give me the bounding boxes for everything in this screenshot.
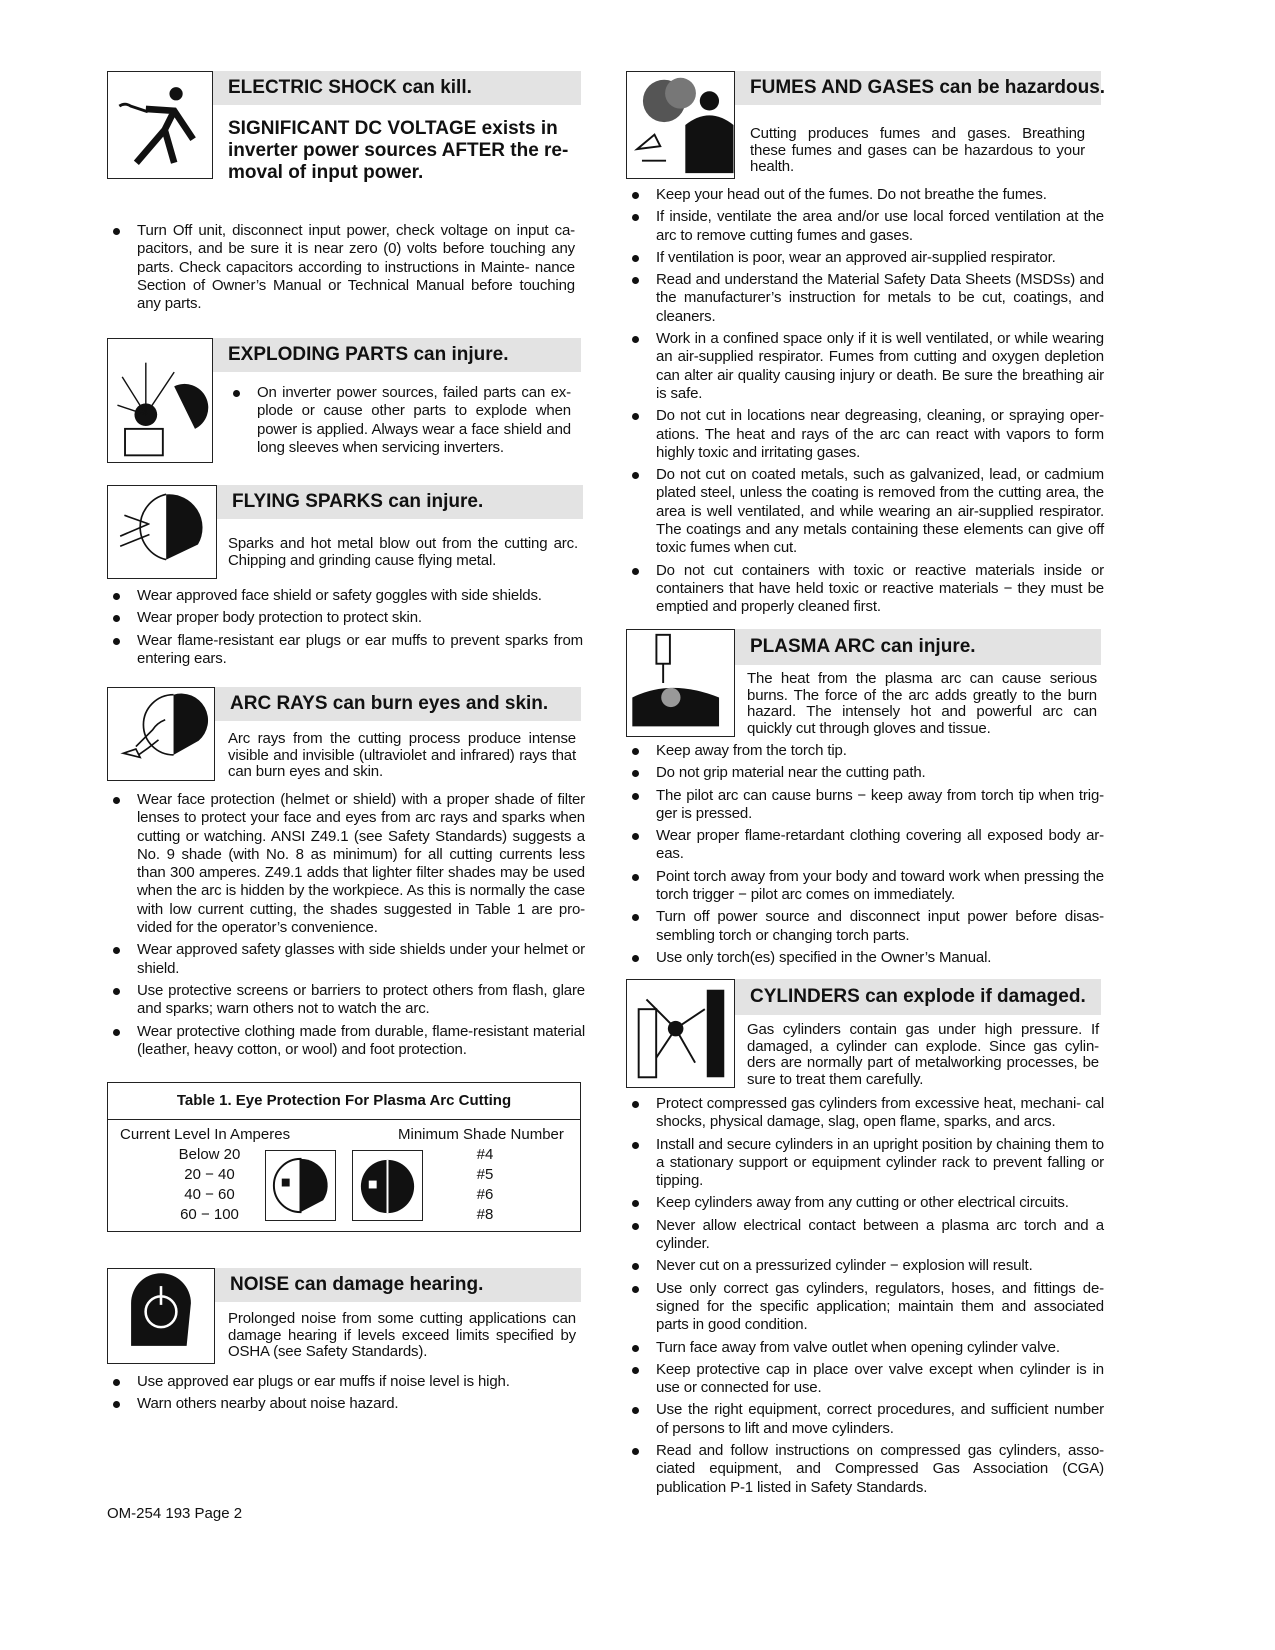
flying-hazard-icon (107, 485, 217, 579)
table-current-cell: 40 − 60 (184, 1186, 235, 1203)
fumes-heading: FUMES AND GASES can be hazardous. (735, 71, 1101, 105)
face-shield-icon (265, 1150, 336, 1221)
table-current-cell: 20 − 40 (184, 1166, 235, 1183)
bullet-item: Wear proper flame-retardant clothing covering all exposed body ar- eas. (632, 827, 1104, 864)
exploding-heading: EXPLODING PARTS can injure. (213, 338, 581, 372)
bullet-item: Install and secure cylinders in an upright position by chaining them to a stationary support or equipment cylinder rack to prevent falling or tipping. (632, 1136, 1104, 1191)
noise-hazard-icon (107, 1268, 215, 1364)
bullet-item: Turn face away from valve outlet when opening cylinder valve. (632, 1339, 1104, 1357)
exploding-hazard-icon (107, 338, 213, 463)
flying-intro-text: Sparks and hot metal blow out from the cutting arc. Chipping and grinding cause flying metal. (228, 535, 578, 569)
table-col-shade-header: Minimum Shade Number (398, 1126, 564, 1143)
noise-intro-text: Prolonged noise from some cutting applications can damage hearing if levels exceed limits specified by OSHA (see Safety Standards). (228, 1310, 576, 1360)
arcrays-heading: ARC RAYS can burn eyes and skin. (215, 687, 581, 721)
bullet-item: Wear flame-resistant ear plugs or ear muffs to prevent sparks from entering ears. (113, 632, 583, 669)
plasma-heading: PLASMA ARC can injure. (735, 629, 1101, 665)
bullet-item: If ventilation is poor, wear an approved air-supplied respirator. (632, 249, 1104, 267)
table-shade-cell: #5 (476, 1166, 494, 1183)
bullet-item: Use protective screens or barriers to protect others from flash, glare and sparks; warn others not to watch the arc. (113, 982, 585, 1019)
electric-heading: ELECTRIC SHOCK can kill. (213, 71, 581, 105)
bullet-item: Work in a confined space only if it is well ventilated, or while wearing an air-supplied respirator. Fumes from cutting and oxygen depletion can alter air quality causing injury or death. Be sure the breathing air is safe. (632, 330, 1104, 403)
bullet-item: Use only correct gas cylinders, regulators, hoses, and fittings de- signed for the specific application; maintain them and associated parts in good condition. (632, 1280, 1104, 1335)
bullet-item: The pilot arc can cause burns − keep away from torch tip when trig- ger is pressed. (632, 787, 1104, 824)
page-footer: OM-254 193 Page 2 (107, 1505, 243, 1522)
bullet-item: If inside, ventilate the area and/or use local forced ventilation at the arc to remove cutting fumes and gases. (632, 208, 1104, 245)
table-shade-cell: #4 (476, 1146, 494, 1163)
bullet-item: Use approved ear plugs or ear muffs if noise level is high. (113, 1373, 585, 1391)
bullet-item: Turn off power source and disconnect input power before disas- sembling torch or changing torch parts. (632, 908, 1104, 945)
bullet-item: Protect compressed gas cylinders from excessive heat, mechani- cal shocks, physical damage, slag, open flame, sparks, and arcs. (632, 1095, 1104, 1132)
bullet-item: Do not cut on coated metals, such as galvanized, lead, or cadmium plated steel, unless the coating is removed from the cutting area, the area is well ventilated, and while wearing an air-supplied respirator. The coatings and any metals containing these elements can give off toxic fumes when cut. (632, 466, 1104, 557)
welding-helmet-icon (352, 1150, 423, 1221)
bullet-item: Never cut on a pressurized cylinder − explosion will result. (632, 1257, 1104, 1275)
bullet-item: Do not grip material near the cutting path. (632, 764, 1104, 782)
bullet-item: Use the right equipment, correct procedures, and sufficient number of persons to lift and move cylinders. (632, 1401, 1104, 1438)
bullet-item: Keep your head out of the fumes. Do not breathe the fumes. (632, 186, 1104, 204)
bullet-item: Read and follow instructions on compressed gas cylinders, asso- ciated equipment, and Compressed Gas Association (CGA) publication P-1 listed in Safety Standards. (632, 1442, 1104, 1497)
plasma-bullet-list (632, 742, 1104, 971)
electric-bullet-list (113, 222, 575, 317)
bullet-item: Use only torch(es) specified in the Owner’s Manual. (632, 949, 1104, 967)
bullet-item: Do not cut containers with toxic or reactive materials inside or containers that have held toxic or reactive materials − they must be emptied and properly cleaned first. (632, 562, 1104, 617)
cylinders-hazard-icon (626, 979, 735, 1088)
fumes-hazard-icon (626, 71, 735, 179)
bullet-item: Never allow electrical contact between a plasma arc torch and a cylinder. (632, 1217, 1104, 1254)
bullet-item: Wear proper body protection to protect skin. (113, 609, 583, 627)
noise-bullet-list (113, 1373, 585, 1418)
table-current-cell: 60 − 100 (180, 1206, 239, 1223)
bullet-item: On inverter power sources, failed parts can ex- plode or cause other parts to explode when power is applied. Always wear a face shield and long sleeves when servicing inverters. (233, 384, 571, 457)
bullet-item: Warn others nearby about noise hazard. (113, 1395, 585, 1413)
bullet-item: Turn Off unit, disconnect input power, check voltage on input ca- pacitors, and be sure it is near zero (0) volts before touching any parts. Check capacitors according to instructions in Mainte- nance Section of Owner’s Manual or Technical Manual before touching any parts. (113, 222, 575, 313)
electric-warning-subheading: SIGNIFICANT DC VOLTAGE exists in inverter power sources AFTER the re- moval of input power. (228, 118, 569, 183)
electric-hazard-icon (107, 71, 213, 179)
table-col-current-header: Current Level In Amperes (120, 1126, 291, 1143)
bullet-item: Wear approved safety glasses with side shields under your helmet or shield. (113, 941, 585, 978)
bullet-item: Wear approved face shield or safety goggles with side shields. (113, 587, 583, 605)
bullet-item: Keep cylinders away from any cutting or other electrical circuits. (632, 1194, 1104, 1212)
flying-heading: FLYING SPARKS can injure. (217, 485, 583, 519)
table-shade-cell: #6 (476, 1186, 494, 1203)
table-shade-cell: #8 (476, 1206, 494, 1223)
table-current-cell: Below 20 (178, 1146, 241, 1163)
bullet-item: Keep protective cap in place over valve except when cylinder is in use or connected for use. (632, 1361, 1104, 1398)
arcrays-bullet-list (113, 791, 585, 1063)
bullet-item: Read and understand the Material Safety Data Sheets (MSDSs) and the manufacturer’s instruction for metals to be cut, coatings, and cleaners. (632, 271, 1104, 326)
plasma-intro-text: The heat from the plasma arc can cause serious burns. The force of the arc adds greatly to the burn hazard. The intensely hot and powerful arc can quickly cut through gloves and tissue. (747, 670, 1097, 737)
bullet-item: Wear face protection (helmet or shield) with a proper shade of filter lenses to protect your face and eyes from arc rays and sparks when cutting or watching. ANSI Z49.1 (see Safety Standards) suggests a No. 9 shade (with No. 8 as minimum) for all cutting currents less than 300 amperes. Z49.1 adds that lighter filter shades may be used when the arc is hidden by the workpiece. As this is normally the case with low current cutting, the shades suggested in Table 1 are pro- vided for the operator’s convenience. (113, 791, 585, 937)
bullet-item: Do not cut in locations near degreasing, cleaning, or spraying oper- ations. The heat and rays of the arc can react with vapors to form highly toxic and irritating gases. (632, 407, 1104, 462)
arcrays-intro-text: Arc rays from the cutting process produce intense visible and invisible (ultraviolet and infrared) rays that can burn eyes and skin. (228, 730, 576, 780)
exploding-bullet-list (233, 384, 571, 461)
bullet-item: Wear protective clothing made from durable, flame-resistant material (leather, heavy cotton, or wool) and foot protection. (113, 1023, 585, 1060)
bullet-item: Keep away from the torch tip. (632, 742, 1104, 760)
flying-bullet-list (113, 587, 583, 672)
fumes-intro-text: Cutting produces fumes and gases. Breathing these fumes and gases can be hazardous to your health. (750, 125, 1085, 175)
cylinders-bullet-list (632, 1095, 1104, 1501)
cylinders-intro-text: Gas cylinders contain gas under high pressure. If damaged, a cylinder can explode. Since gas cylin- ders are normally part of metalworking processes, be sure to treat them carefully. (747, 1021, 1099, 1088)
table-title: Table 1. Eye Protection For Plasma Arc Cutting (108, 1083, 580, 1120)
plasma-hazard-icon (626, 629, 735, 737)
cylinders-heading: CYLINDERS can explode if damaged. (735, 979, 1101, 1015)
arcrays-hazard-icon (107, 687, 215, 781)
noise-heading: NOISE can damage hearing. (215, 1268, 581, 1302)
fumes-bullet-list (632, 186, 1104, 621)
bullet-item: Point torch away from your body and toward work when pressing the torch trigger − pilot arc comes on immediately. (632, 868, 1104, 905)
